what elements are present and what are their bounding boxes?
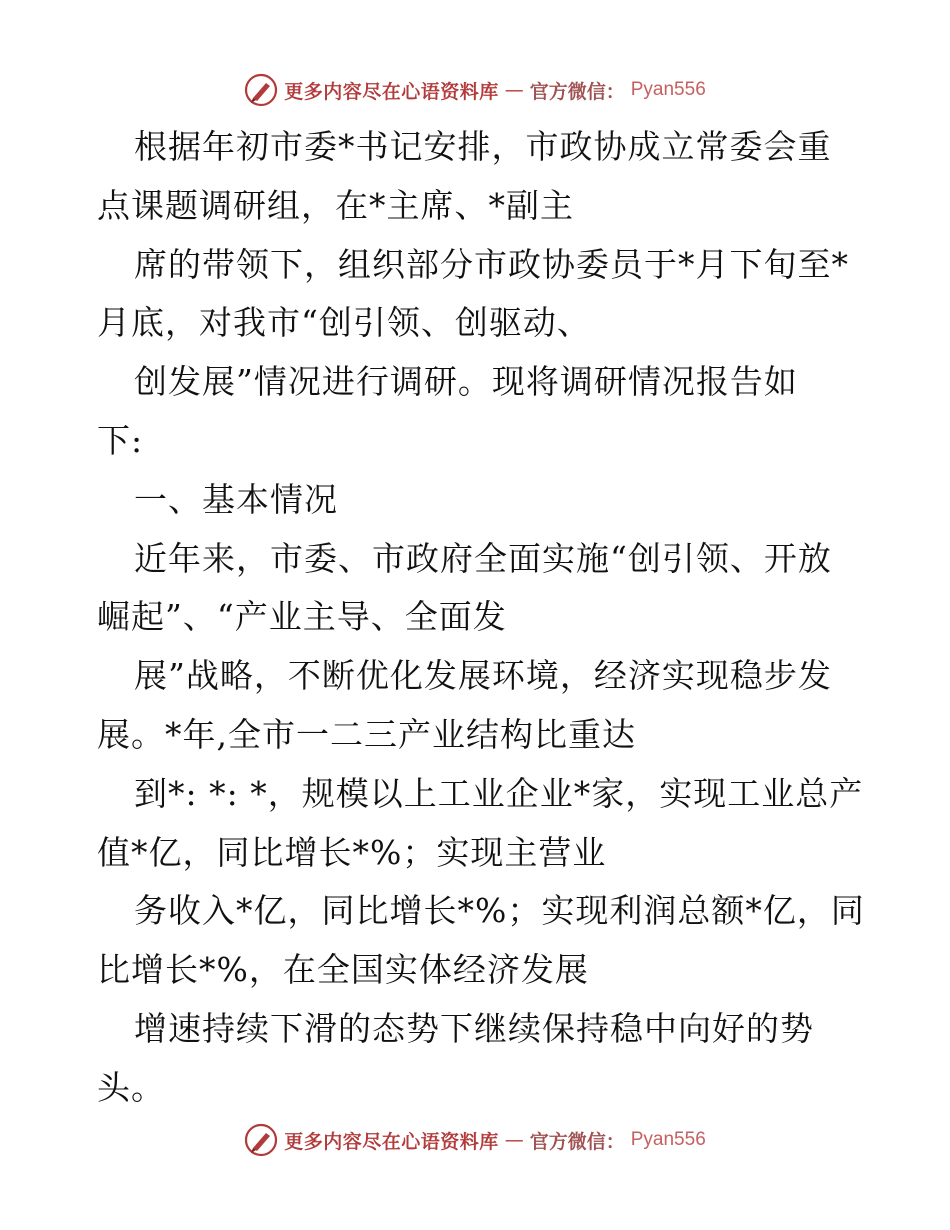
text-line: 下: xyxy=(97,420,144,460)
watermark-dash: — xyxy=(504,79,524,101)
watermark-site-text: 更多内容尽在心语资料库 xyxy=(284,1130,499,1153)
watermark-wechat-label: 官方微信： xyxy=(529,1130,625,1153)
text-line: 席的带领下，组织部分市政协委员于*月下旬至* xyxy=(134,244,849,284)
watermark-wechat-label: 官方微信： xyxy=(529,80,625,103)
watermark-site-text: 更多内容尽在心语资料库 xyxy=(284,80,499,103)
pen-logo-icon xyxy=(244,1123,278,1157)
watermark-wechat-id: Pyan556 xyxy=(630,79,706,100)
text-line: 头。 xyxy=(97,1067,165,1107)
text-line: 展。*年,全市一二三产业结构比重达 xyxy=(97,714,636,754)
text-line: 值*亿，同比增长*%；实现主营业 xyxy=(97,832,607,872)
text-line: 增速持续下滑的态势下继续保持稳中向好的势 xyxy=(134,1008,814,1048)
watermark-dash: — xyxy=(504,1129,524,1151)
text-line: 一、基本情况 xyxy=(134,479,338,519)
text-line: 比增长*%，在全国实体经济发展 xyxy=(97,950,589,990)
watermark-wechat-id: Pyan556 xyxy=(630,1129,706,1150)
text-line: 创发展”情况进行调研。现将调研情况报告如 xyxy=(134,362,798,402)
watermark-header xyxy=(0,70,950,110)
watermark-footer xyxy=(0,1120,950,1160)
text-line: 展”战略，不断优化发展环境，经济实现稳步发 xyxy=(134,656,832,696)
pen-logo-icon xyxy=(244,73,278,107)
text-line: 到*: *: *，规模以上工业企业*家，实现工业总产 xyxy=(134,773,864,813)
text-line: 务收入*亿，同比增长*%；实现利润总额*亿，同 xyxy=(134,891,865,931)
text-line: 月底，对我市“创引领、创驱动、 xyxy=(97,303,591,343)
text-line: 根据年初市委*书记安排，市政协成立常委会重 xyxy=(134,127,832,166)
text-line: 点课题调研组，在*主席、*副主 xyxy=(97,185,574,225)
text-line: 崛起”、“产业主导、全面发 xyxy=(97,597,507,637)
document-body xyxy=(97,118,865,1118)
text-line: 近年来，市委、市政府全面实施“创引领、开放 xyxy=(134,538,832,578)
